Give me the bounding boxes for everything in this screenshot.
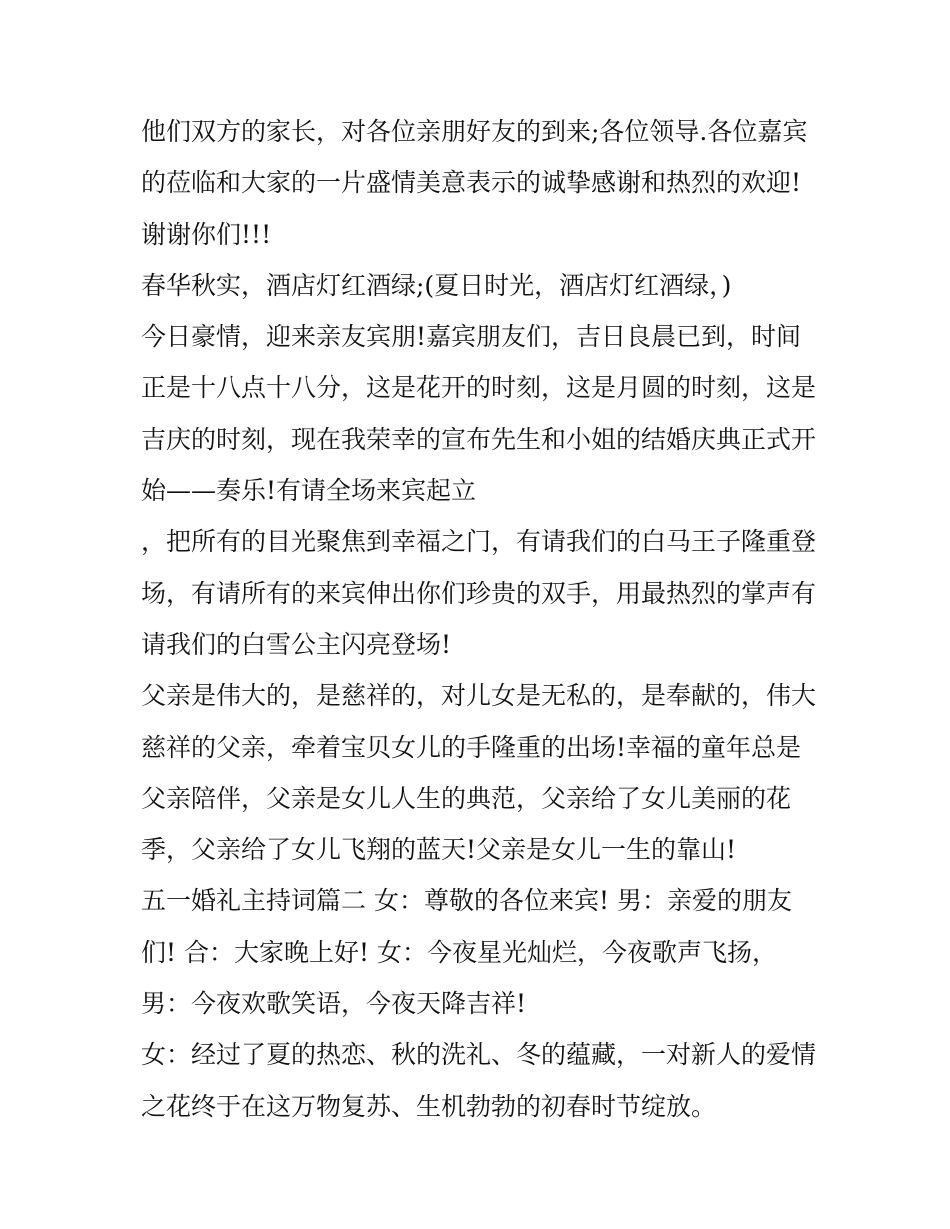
text-line: 春华秋实，酒店灯红酒绿;(夏日时光，酒店灯红酒绿，) xyxy=(141,270,732,300)
text-line: 的莅临和大家的一片盛情美意表示的诚挚感谢和热烈的欢迎! xyxy=(141,168,802,198)
text-line: 吉庆的时刻，现在我荣幸的宣布先生和小姐的结婚庆典正式开 xyxy=(141,424,817,454)
text-line: 他们双方的家长，对各位亲朋好友的到来;各位领导.各位嘉宾 xyxy=(141,117,808,146)
text-line: 慈祥的父亲，牵着宝贝女儿的手隆重的出场!幸福的童年总是 xyxy=(141,732,802,762)
text-line: 父亲陪伴，父亲是女儿人生的典范，父亲给了女儿美丽的花 xyxy=(141,783,792,813)
text-line: 今日豪情，迎来亲友宾朋!嘉宾朋友们，吉日良晨已到，时间 xyxy=(141,322,802,352)
text-line: 始——奏乐!有请全场来宾起立 xyxy=(141,476,477,506)
text-line: ，把所有的目光聚焦到幸福之门，有请我们的白马王子隆重登 xyxy=(141,527,817,557)
text-line: 父亲是伟大的，是慈祥的，对儿女是无私的，是奉献的，伟大 xyxy=(141,681,817,711)
text-line: 男：今夜欢歌笑语，今夜天降吉祥! xyxy=(141,989,527,1019)
text-line: 谢谢你们!!! xyxy=(141,219,272,249)
text-line: 女：经过了夏的热恋、秋的洗礼、冬的蕴藏，一对新人的爱情 xyxy=(141,1040,817,1070)
text-line: 们! 合：大家晚上好! 女：今夜星光灿烂，今夜歌声飞扬， xyxy=(141,937,777,967)
text-line: 场，有请所有的来宾伸出你们珍贵的双手，用最热烈的掌声有 xyxy=(141,578,817,608)
text-line: 之花终于在这万物复苏、生机勃勃的初春时节绽放。 xyxy=(141,1091,717,1121)
text-line: 五一婚礼主持词篇二 女：尊敬的各位来宾! 男：亲爱的朋友 xyxy=(141,886,792,916)
document-body xyxy=(141,106,821,1132)
text-line: 正是十八点十八分，这是花开的时刻，这是月圆的时刻，这是 xyxy=(141,373,817,403)
text-line: 季，父亲给了女儿飞翔的蓝天!父亲是女儿一生的靠山! xyxy=(141,835,737,865)
text-line: 请我们的白雪公主闪亮登场! xyxy=(141,629,452,659)
